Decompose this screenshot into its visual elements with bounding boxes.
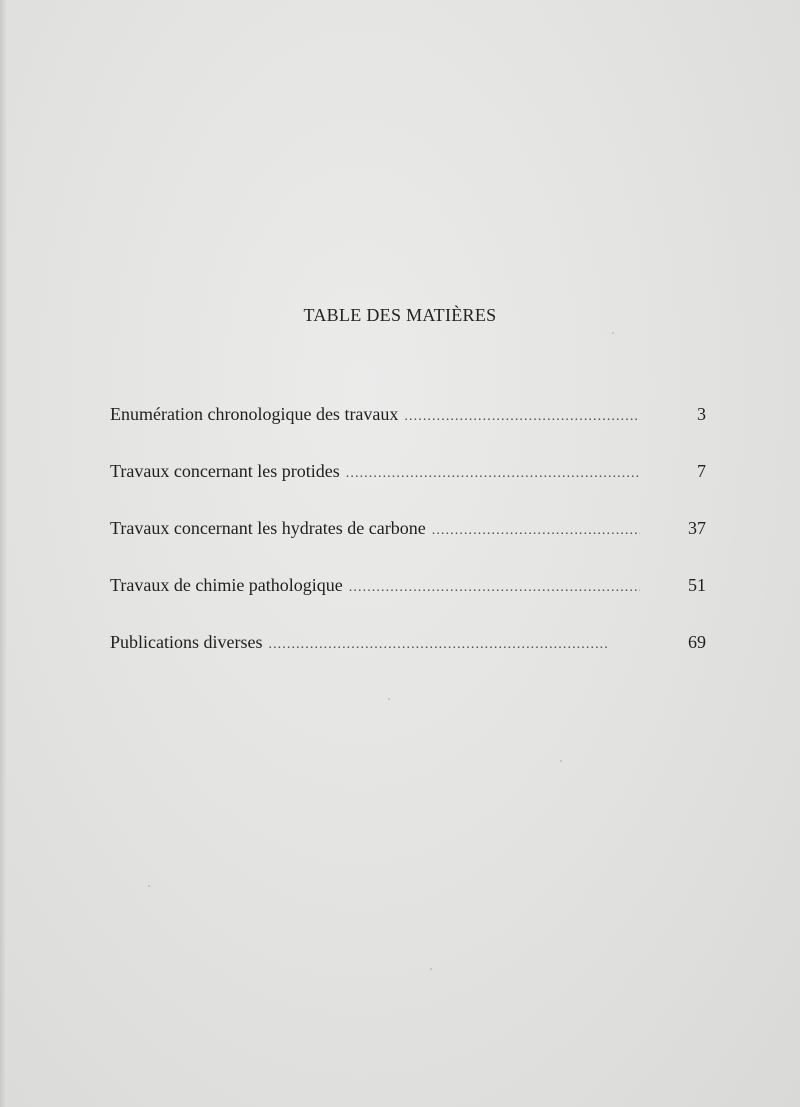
toc-entry (110, 632, 706, 689)
paper-speck (612, 332, 614, 334)
paper-speck (560, 760, 562, 762)
toc-entry (110, 461, 706, 518)
toc-entry (110, 575, 706, 632)
paper-speck (430, 968, 432, 970)
paper-speck (148, 885, 150, 887)
toc-entry-page-number: 69 (688, 632, 706, 652)
dot-leader (268, 637, 640, 653)
toc-entry-label: Travaux concernant les protides (110, 461, 340, 481)
dot-leader (346, 466, 640, 482)
toc-entry-label: Publications diverses (110, 632, 263, 652)
paper-speck (388, 698, 390, 700)
toc-entry-page-number: 51 (688, 575, 706, 595)
toc-entry-label: Travaux de chimie pathologique (110, 575, 343, 595)
page-edge-shadow (0, 0, 7, 1107)
page-title: TABLE DES MATIÈRES (303, 305, 497, 325)
toc-entry-label: Travaux concernant les hydrates de carbone (110, 518, 426, 538)
toc-entry-page-number: 7 (697, 461, 706, 481)
toc-entry-label: Enumération chronologique des travaux (110, 404, 399, 424)
toc-entry-page-number: 3 (697, 404, 706, 424)
dot-leader (349, 580, 640, 596)
toc-entry (110, 404, 706, 461)
dot-leader (432, 523, 640, 539)
table-of-contents (110, 404, 706, 689)
toc-entry-page-number: 37 (688, 518, 706, 538)
toc-entry (110, 518, 706, 575)
dot-leader (404, 409, 640, 425)
